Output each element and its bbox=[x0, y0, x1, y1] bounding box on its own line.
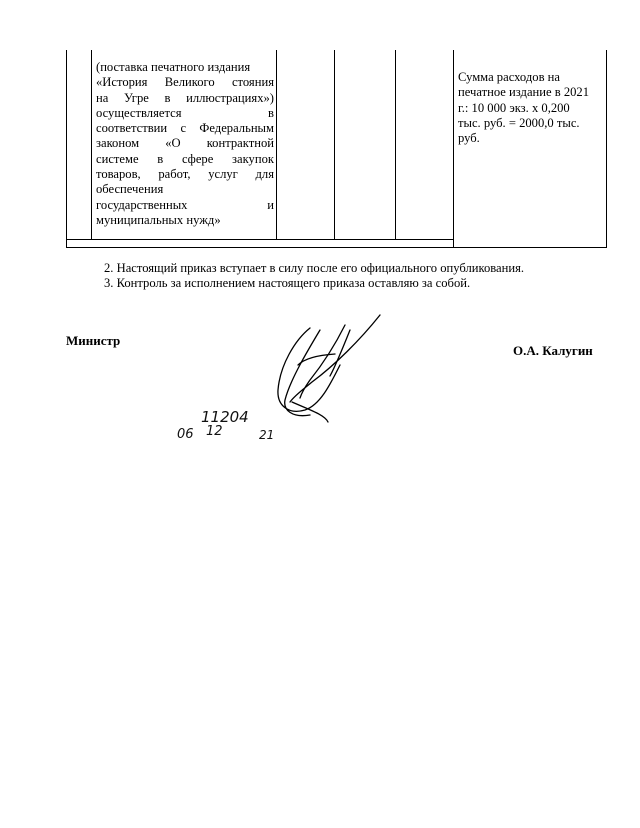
table-column-divider bbox=[453, 50, 454, 247]
sum-line: Сумма расходов на bbox=[458, 70, 560, 84]
description-line: соответствии с Федеральным bbox=[96, 121, 274, 136]
table-cell-description bbox=[96, 60, 274, 228]
table-row-border bbox=[66, 239, 454, 240]
description-line: «История Великого стояния bbox=[96, 75, 274, 90]
sum-line: г.: 10 000 экз. х 0,200 bbox=[458, 100, 570, 115]
table-column-divider bbox=[91, 50, 92, 240]
paragraph-2: 2. Настоящий приказ вступает в силу после его официального опубликования. bbox=[104, 261, 525, 275]
table-column-divider bbox=[334, 50, 335, 240]
description-line: муниципальных нужд» bbox=[96, 212, 221, 227]
handwritten-signature bbox=[250, 310, 390, 430]
table-column-divider bbox=[276, 50, 277, 240]
description-line: обеспечения bbox=[96, 182, 164, 197]
table-cell-sum bbox=[458, 70, 603, 146]
description-line: системе в сфере закупок bbox=[96, 151, 274, 166]
description-line: на Угре в иллюстрациях») bbox=[96, 90, 274, 105]
sum-line: тыс. руб. = 2000,0 тыс. bbox=[458, 115, 580, 130]
handwritten-year: 21 bbox=[259, 428, 275, 442]
description-line: товаров, работ, услуг для bbox=[96, 167, 274, 182]
paragraph-3: 3. Контроль за исполнением настоящего приказа оставляю за собой. bbox=[104, 276, 471, 290]
handwritten-month: 12 bbox=[206, 424, 223, 439]
handwritten-day: 06 bbox=[177, 427, 194, 442]
signatory-name: О.А. Калугин bbox=[513, 343, 593, 358]
handwritten-number: 11204 bbox=[201, 408, 249, 426]
table-column-divider bbox=[395, 50, 396, 240]
description-line: государственных и bbox=[96, 197, 274, 212]
sum-line: печатное издание в 2021 bbox=[458, 85, 590, 100]
sum-line: руб. bbox=[458, 131, 480, 146]
signatory-position: Министр bbox=[66, 333, 121, 348]
description-line: осуществляется в bbox=[96, 105, 274, 120]
description-line: законом «О контрактной bbox=[96, 136, 274, 151]
description-line: (поставка печатного издания bbox=[96, 60, 251, 74]
